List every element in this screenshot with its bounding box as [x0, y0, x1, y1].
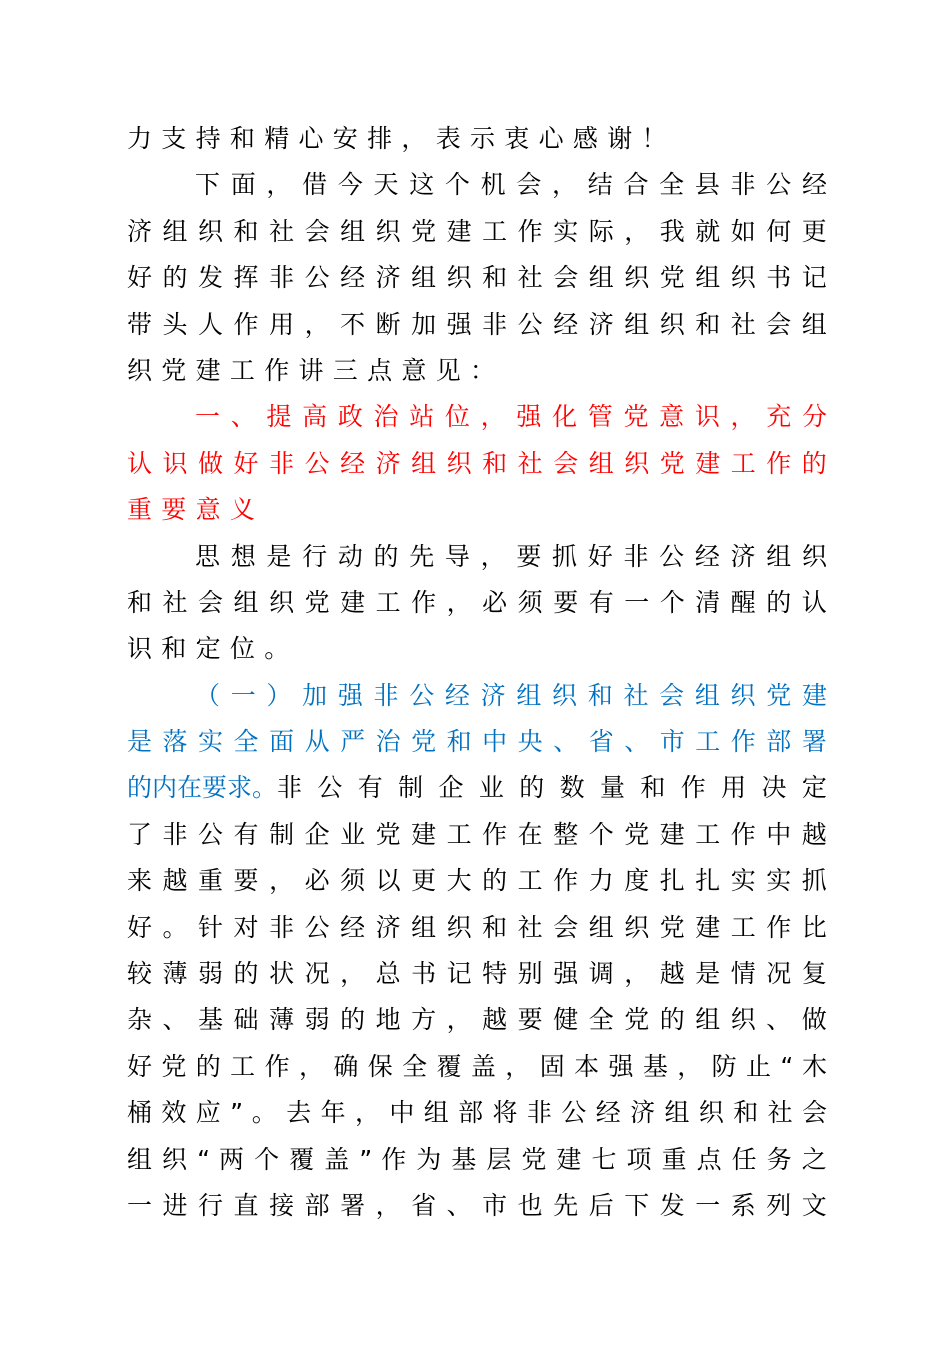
body-text-line: 识和定位。: [127, 634, 299, 664]
body-text-continuation: 非 公 有 制 企 业 的 数 量 和 作 用 决 定: [277, 773, 827, 803]
subsection-heading-line: 是 落 实 全 面 从 严 治 党 和 中 央 、 省 、 市 工 作 部 署: [127, 727, 827, 757]
body-text-line: 来 越 重 要 ， 必 须 以 更 大 的 工 作 力 度 扎 扎 实 实 抓: [127, 866, 827, 896]
mixed-text-line: [127, 765, 827, 811]
body-text-line: 好 党 的 工 作 ， 确 保 全 覆 盖 ， 固 本 强 基 ， 防 止 “ 木: [127, 1051, 828, 1081]
body-text-line: 一 进 行 直 接 部 署 ， 省 、 市 也 先 后 下 发 一 系 列 文: [127, 1190, 827, 1220]
body-text-line: 织党建工作讲三点意见：: [127, 355, 505, 385]
body-text-line: 济 组 织 和 社 会 组 织 党 建 工 作 实 际 ， 我 就 如 何 更: [127, 216, 827, 246]
body-text-line: 较 薄 弱 的 状 况 ， 总 书 记 特 别 强 调 ， 越 是 情 况 复: [127, 959, 827, 989]
document-page: [127, 116, 827, 1229]
body-text-line: 思 想 是 行 动 的 先 导 ， 要 抓 好 非 公 经 济 组 织: [195, 541, 827, 571]
section-heading-line: 认 识 做 好 非 公 经 济 组 织 和 社 会 组 织 党 建 工 作 的: [127, 448, 827, 478]
body-text-line: 好 。 针 对 非 公 经 济 组 织 和 社 会 组 织 党 建 工 作 比: [127, 912, 827, 942]
body-text-line: 杂 、 基 础 薄 弱 的 地 方 ， 越 要 健 全 党 的 组 织 、 做: [127, 1005, 827, 1035]
body-text-line: 桶 效 应 ” 。 去 年 ， 中 组 部 将 非 公 经 济 组 织 和 社 会: [127, 1098, 828, 1128]
subsection-heading-end: 的内在要求。: [127, 773, 278, 803]
body-text-line: 带 头 人 作 用 ， 不 断 加 强 非 公 经 济 组 织 和 社 会 组: [127, 309, 827, 339]
body-text-line: 下 面 ， 借 今 天 这 个 机 会 ， 结 合 全 县 非 公 经: [195, 170, 827, 200]
body-text-line: 好 的 发 挥 非 公 经 济 组 织 和 社 会 组 织 党 组 织 书 记: [127, 263, 827, 293]
body-text-line: 组 织 “ 两 个 覆 盖 ” 作 为 基 层 党 建 七 项 重 点 任 务 之: [127, 1144, 827, 1174]
section-heading-line: 一 、 提 高 政 治 站 位 ， 强 化 管 党 意 识 ， 充 分: [195, 402, 827, 432]
body-text-line: 和 社 会 组 织 党 建 工 作 ， 必 须 要 有 一 个 清 醒 的 认: [127, 587, 827, 617]
subsection-heading-line: （ 一 ） 加 强 非 公 经 济 组 织 和 社 会 组 织 党 建: [195, 680, 827, 710]
body-text-line: 了 非 公 有 制 企 业 党 建 工 作 在 整 个 党 建 工 作 中 越: [127, 819, 827, 849]
section-heading-line: 重要意义: [127, 495, 265, 525]
body-text-line: 力支持和精心安排，表示衷心感谢！: [127, 124, 676, 153]
